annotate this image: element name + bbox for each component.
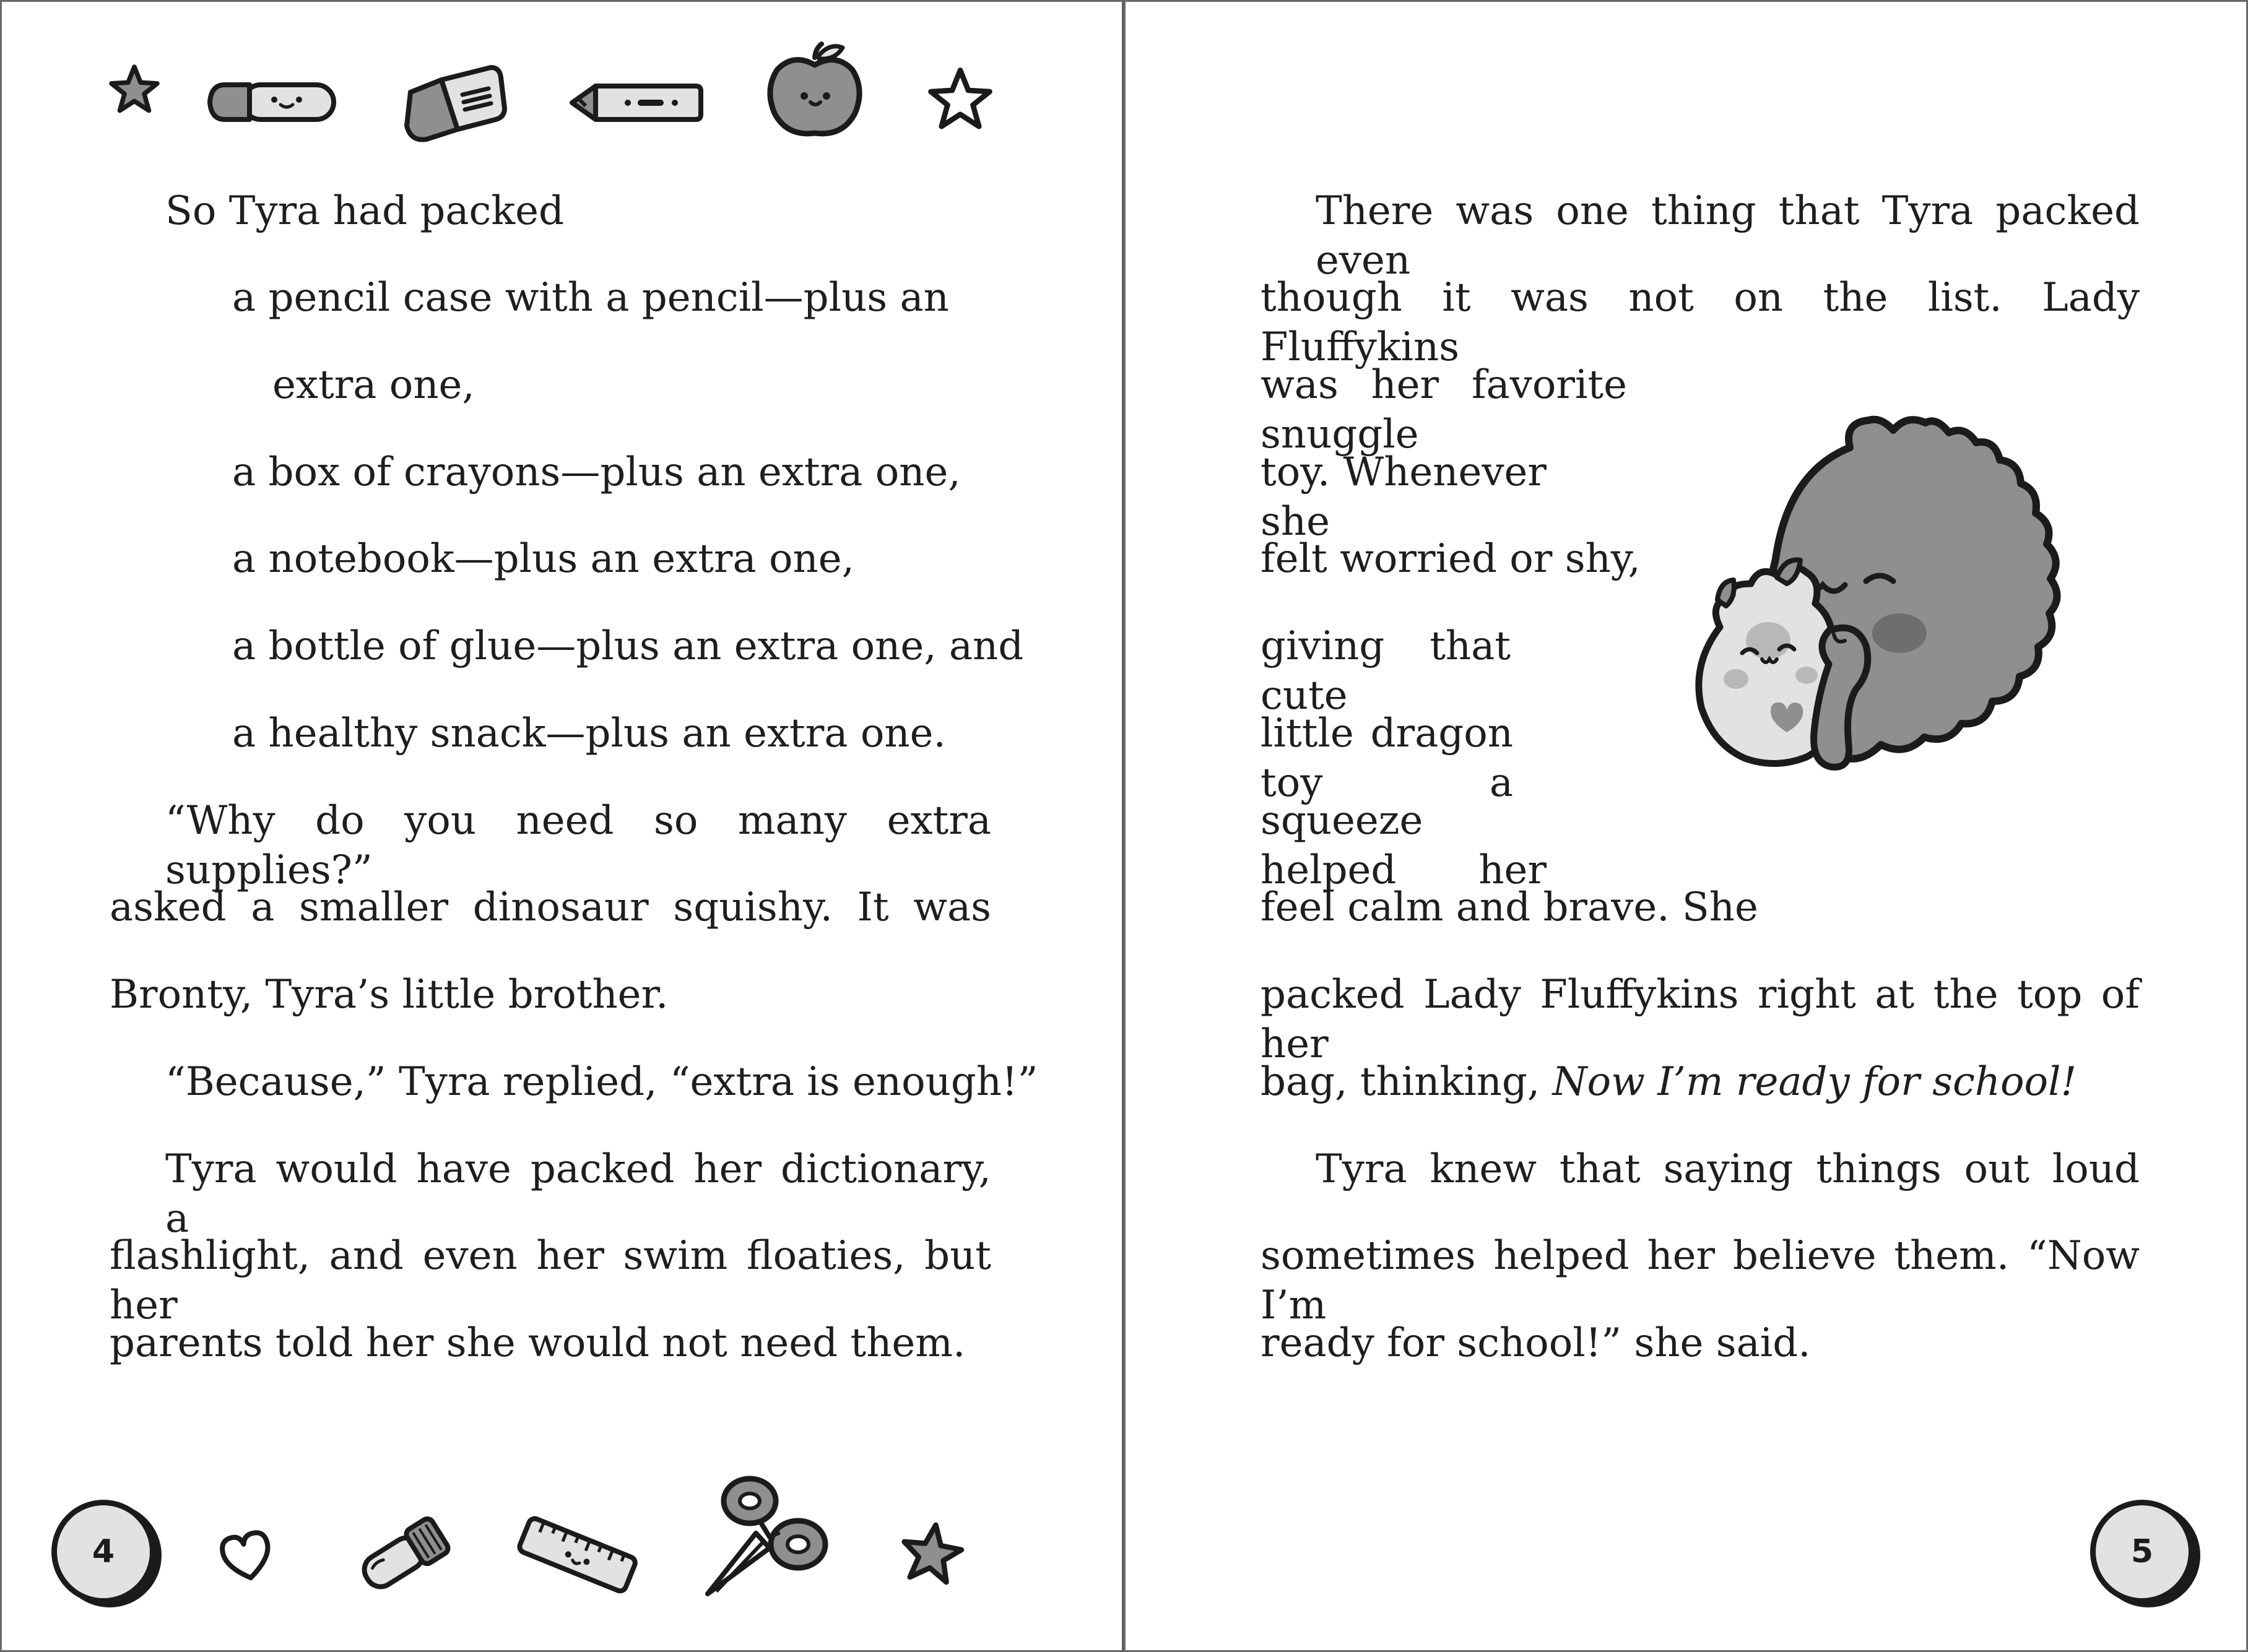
heart-icon	[219, 1529, 274, 1583]
star-icon	[898, 1521, 965, 1586]
text-line: a pencil case with a pencil—plus an	[232, 275, 949, 321]
text-span: bag, thinking,	[1261, 1059, 1553, 1105]
text-line: “Because,” Tyra replied, “extra is enough!”	[165, 1059, 1038, 1105]
text-line: There was one thing that Tyra packed even	[1316, 188, 2140, 283]
apple-icon	[762, 40, 867, 142]
scissors-icon	[695, 1473, 835, 1599]
text-line: a notebook—plus an extra one,	[232, 536, 854, 582]
marker-icon	[206, 76, 337, 128]
text-line: feel calm and brave. She	[1261, 884, 1758, 930]
star-outline-icon	[926, 66, 995, 133]
italic-thought: Now I’m ready for school!	[1552, 1059, 2077, 1105]
text-line: a bottle of glue—plus an extra one, and	[232, 623, 1024, 669]
star-icon	[107, 64, 162, 116]
text-line: Bronty, Tyra’s little brother.	[110, 972, 669, 1018]
text-line: little dragon toy a	[1261, 711, 1513, 806]
text-line: toy. Whenever she	[1261, 449, 1547, 545]
dinosaur-hugging-dragon-toy	[1683, 398, 2079, 847]
text-line: parents told her she would not need them.	[110, 1320, 966, 1366]
page-number-badge: 4	[51, 1500, 155, 1604]
glue-stick-icon	[352, 1516, 457, 1594]
ruler-icon	[516, 1512, 640, 1596]
text-line: squeeze helped her	[1261, 798, 1547, 893]
text-line: was her favorite snuggle	[1261, 362, 1627, 457]
text-line: a healthy snack—plus an extra one.	[232, 711, 946, 756]
text-line: packed Lady Fluffykins right at the top of her	[1261, 972, 2140, 1067]
text-line: asked a smaller dinosaur squishy. It was	[110, 884, 991, 930]
text-line: though it was not on the list. Lady Fluffykins	[1261, 275, 2140, 370]
text-line: ready for school!” she said.	[1261, 1320, 1811, 1366]
text-line: giving that cute	[1261, 623, 1511, 719]
text-line: felt worried or shy,	[1261, 536, 1641, 582]
text-line: extra one,	[272, 362, 475, 408]
text-line: a box of crayons—plus an extra one,	[232, 449, 961, 495]
text-line: So Tyra had packed	[165, 188, 564, 234]
text-line: “Why do you need so many extra supplies?”	[165, 798, 991, 893]
right-page	[1124, 0, 2248, 1652]
page-number-badge: 5	[2090, 1500, 2194, 1604]
pencil-icon	[568, 81, 705, 124]
text-line: flashlight, and even her swim floaties, but her	[110, 1233, 991, 1328]
text-line: Tyra knew that saying things out loud	[1316, 1146, 2140, 1192]
text-line: sometimes helped her believe them. “Now I’m	[1261, 1233, 2140, 1328]
pencil-sharpener-icon	[398, 61, 508, 143]
text-line	[1261, 1057, 2077, 1107]
text-line: Tyra would have packed her dictionary, a	[165, 1146, 991, 1242]
